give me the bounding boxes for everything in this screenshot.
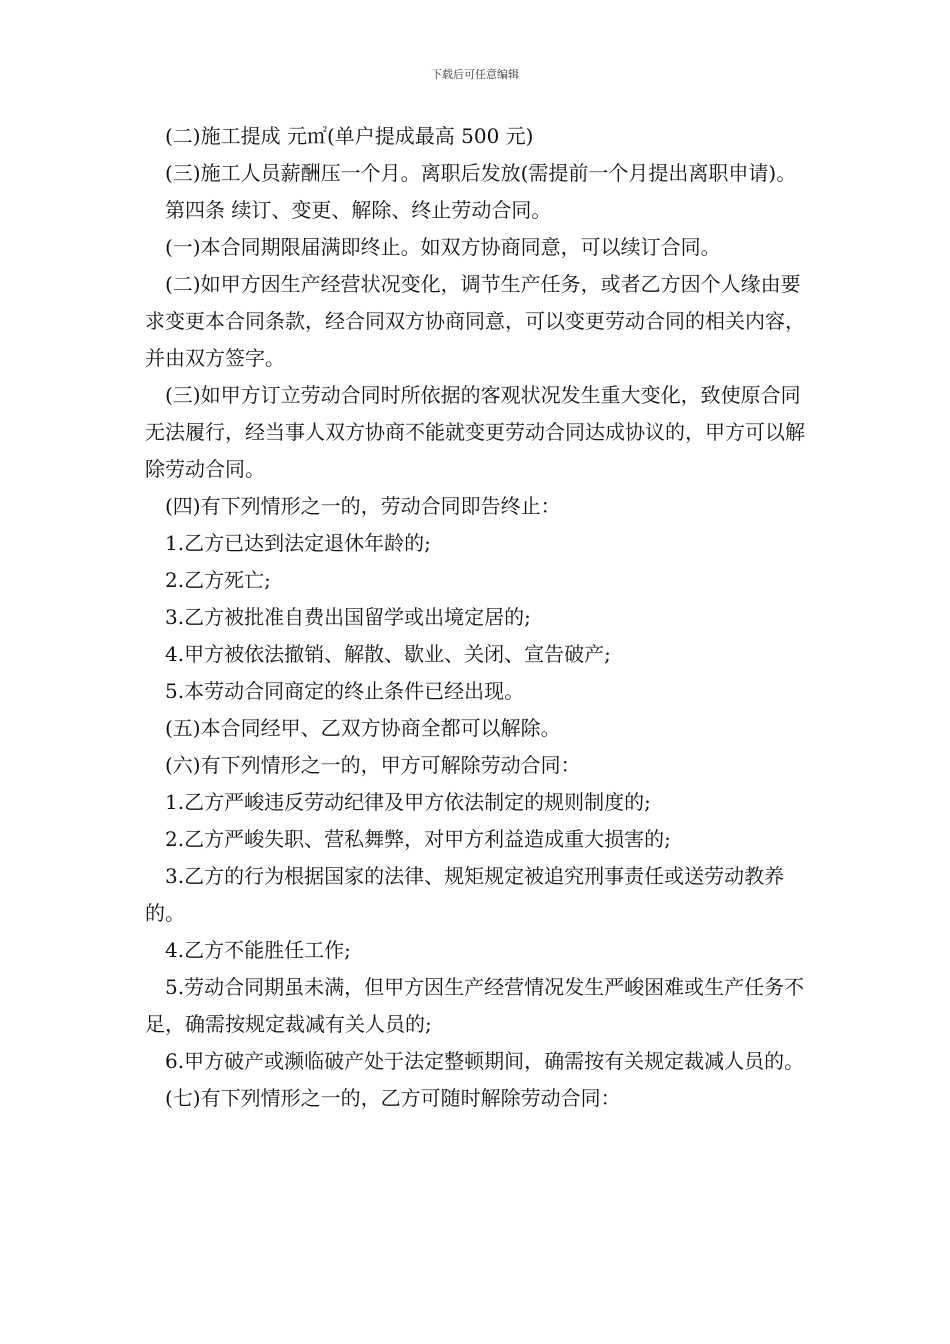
paragraph: (二)施工提成 元㎡(单户提成最高 500 元) [165,124,534,148]
paragraph: (三)如甲方订立劳动合同时所依据的客观状况发生重大变化，致使原合同无法履行，经当事人双方协商不能就变更劳动合同达成协议的，甲方可以解除劳动合同。 [145,383,805,481]
list-item: 3.乙方被批准自费出国留学或出境定居的; [165,605,531,629]
paragraph: (六)有下列情形之一的，甲方可解除劳动合同： [165,753,581,777]
paragraph: (七)有下列情形之一的，乙方可随时解除劳动合同： [165,1086,621,1110]
list-item: 4.乙方不能胜任工作; [165,938,351,962]
list-item: 4.甲方被依法撤销、解散、歇业、关闭、宣告破产; [165,642,611,666]
paragraph: (四)有下列情形之一的，劳动合同即告终止： [165,494,561,518]
list-item: 2.乙方死亡; [165,568,271,592]
list-item: 6.甲方破产或濒临破产处于法定整顿期间，确需按有关规定裁减人员的。 [165,1049,805,1073]
paragraph: (一)本合同期限届满即终止。如双方协商同意，可以续订合同。 [165,235,721,259]
paragraph: (三)施工人员薪酬压一个月。离职后发放(需提前一个月提出离职申请)。 [165,161,797,185]
list-item: 1.乙方已达到法定退休年龄的; [165,531,431,555]
paragraph: (二)如甲方因生产经营状况变化，调节生产任务，或者乙方因个人缘由要求变更本合同条款，经合同双方协商同意，可以变更劳动合同的相关内容，并由双方签字。 [145,272,805,370]
list-item: 1.乙方严峻违反劳动纪律及甲方依法制定的规则制度的; [165,790,651,814]
list-item: 5.劳动合同期虽未满，但甲方因生产经营情况发生严峻困难或生产任务不足，确需按规定裁减有关人员的; [145,975,805,1036]
list-item: 2.乙方严峻失职、营私舞弊，对甲方利益造成重大损害的; [165,827,671,851]
header-note: 下载后可任意编辑 [431,68,519,81]
document-body [145,118,810,1117]
section-heading: 第四条 续订、变更、解除、终止劳动合同。 [165,198,552,222]
list-item: 3.乙方的行为根据国家的法律、规矩规定被追究刑事责任或送劳动教养的。 [145,864,785,925]
paragraph: (五)本合同经甲、乙双方协商全都可以解除。 [165,716,561,740]
list-item: 5.本劳动合同商定的终止条件已经出现。 [165,679,525,703]
